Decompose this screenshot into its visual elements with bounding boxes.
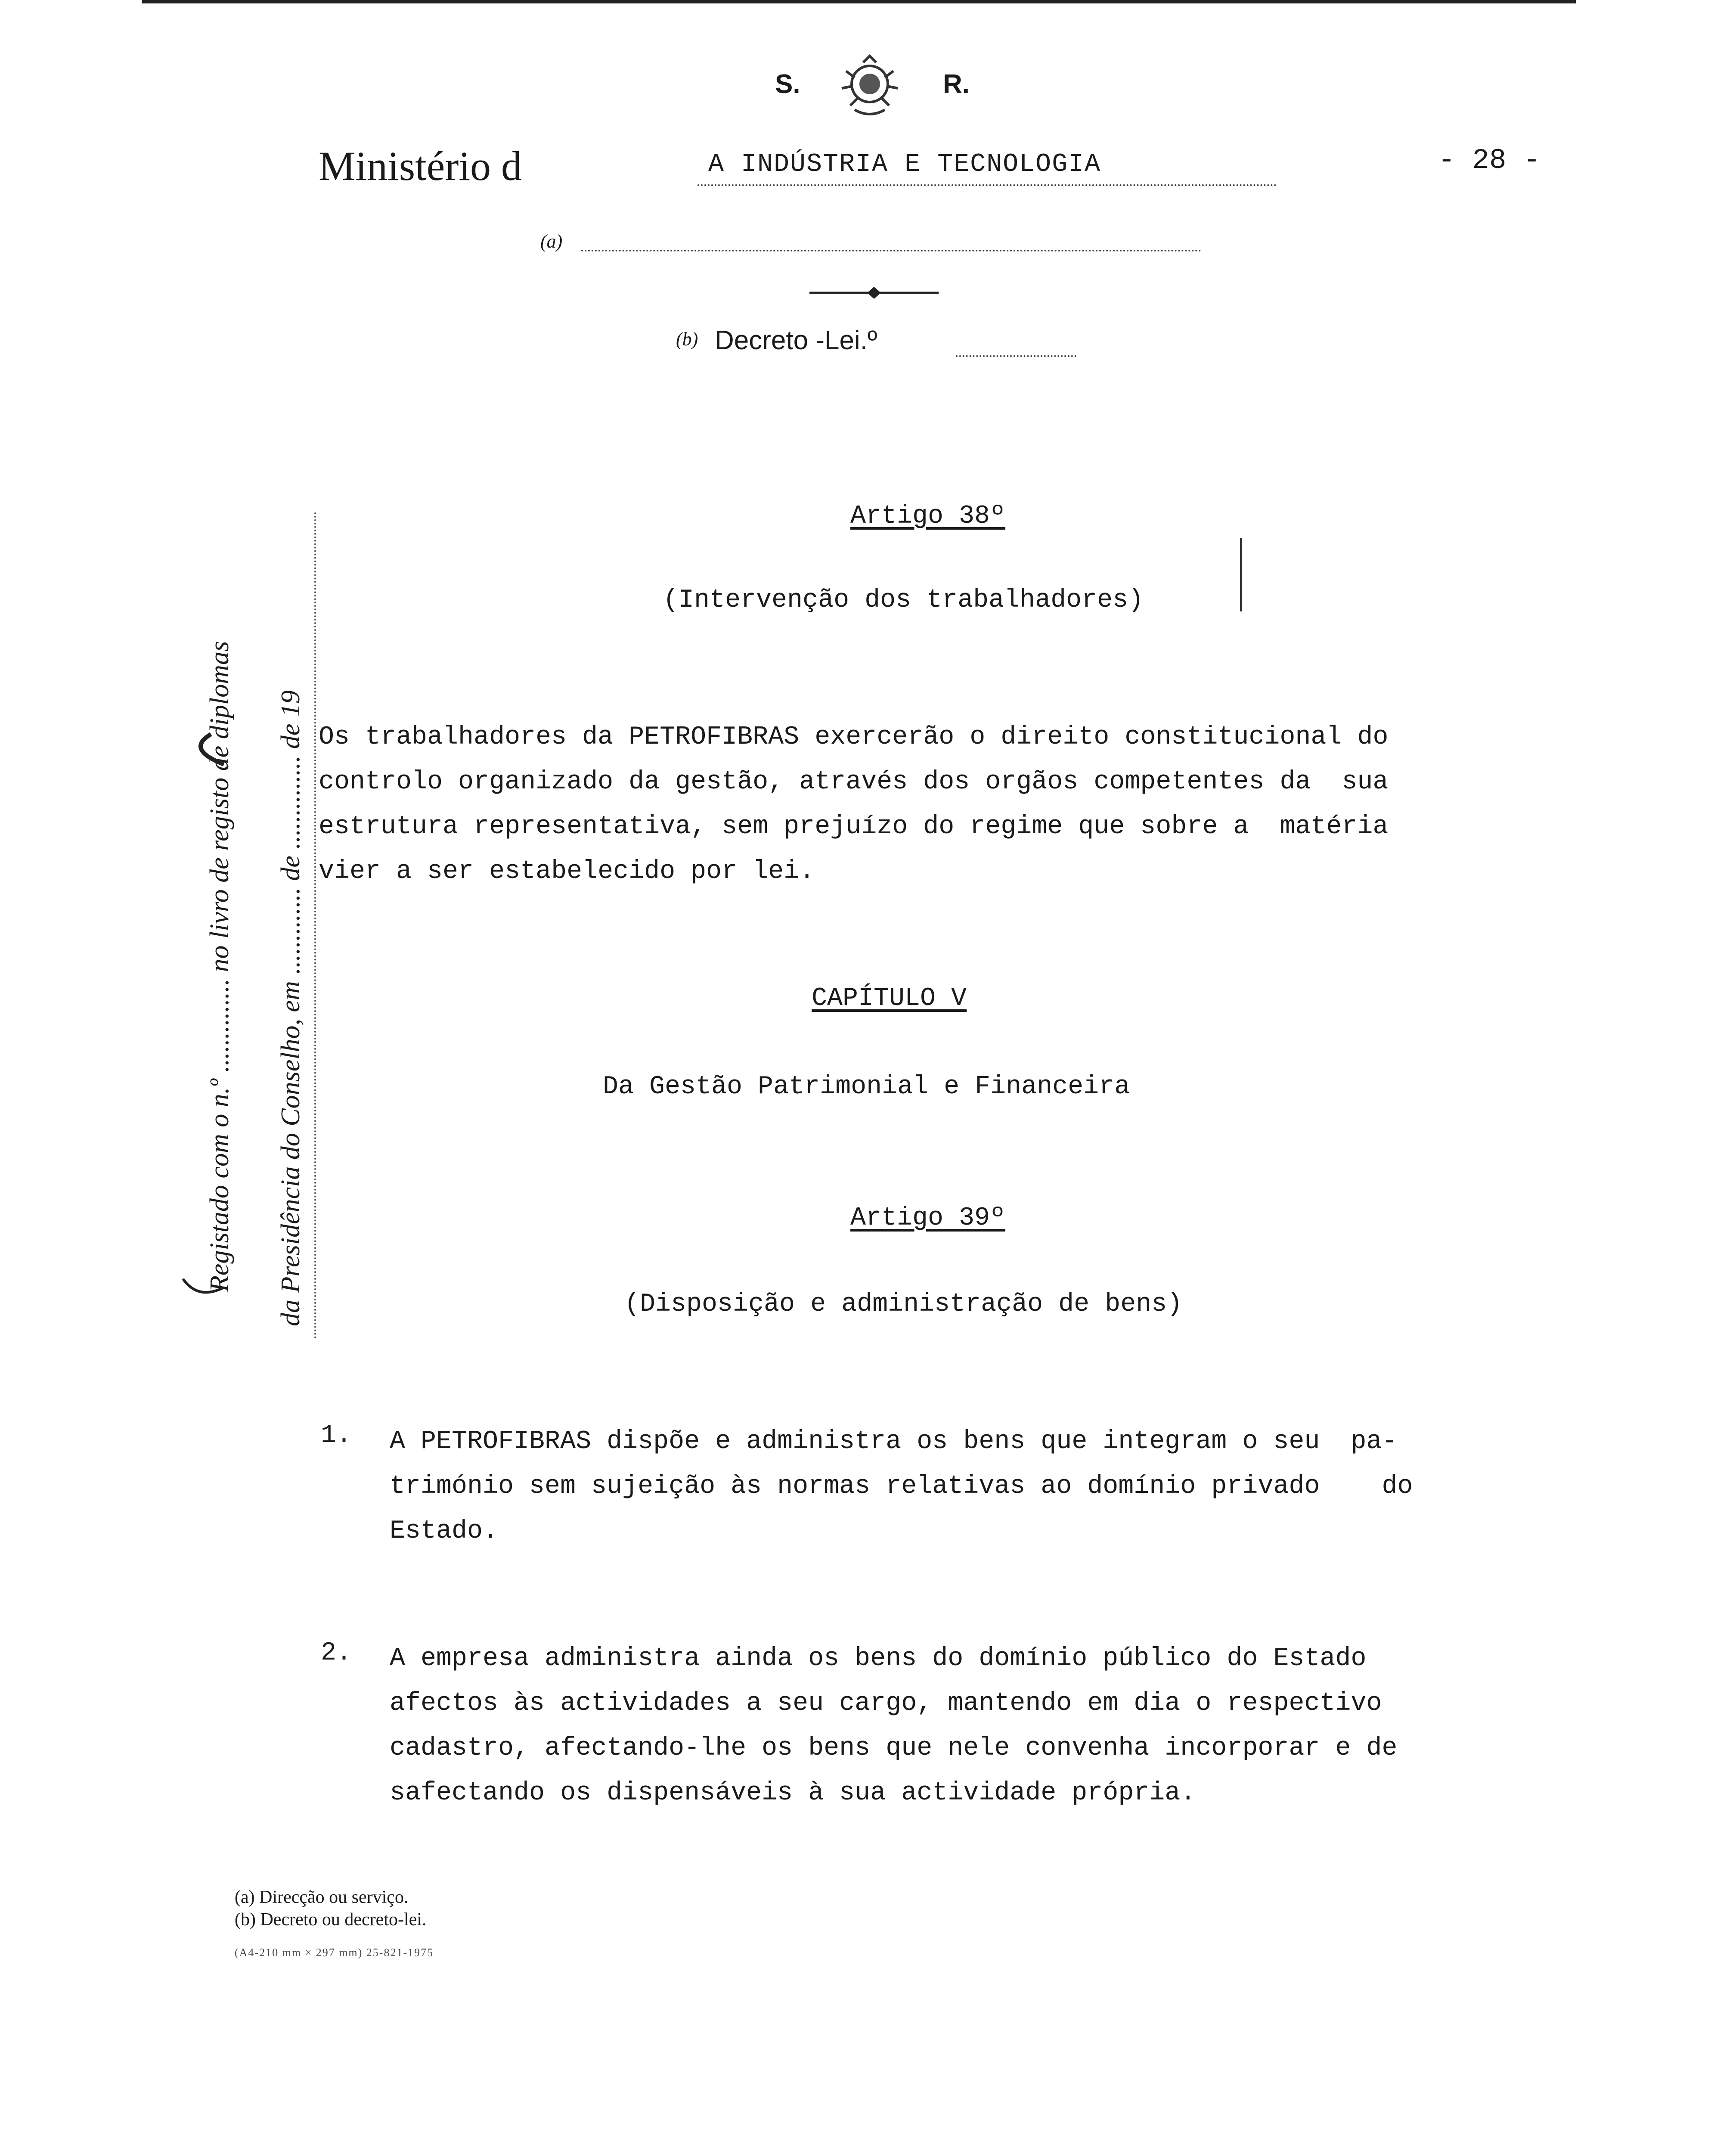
service-dotted-line (581, 250, 1201, 251)
article-38-subtitle: (Intervenção dos trabalhadores) (663, 586, 1144, 615)
page-number: - 28 - (1438, 144, 1541, 177)
registration-note: Registado com o n.º .............. no livro de registo de diplomas (205, 641, 234, 1292)
article-38-body: Os trabalhadores da PETROFIBRAS exercerão o direito constitucional do controlo organizado da gestão, através dos orgãos competentes da sua estrutura representativa, sem prejuízo do regime que sobre a matéria vier a ser estabelecido por lei. (319, 723, 1389, 886)
item-text: A PETROFIBRAS dispõe e administra os bens que integram o seu pa- trimónio sem sujeição às normas relativas ao domínio privado do Estado. (390, 1427, 1413, 1546)
item-number: 1. (321, 1421, 352, 1450)
item-number: 2. (321, 1638, 352, 1668)
article-39-title: Artigo 39º (850, 1204, 1006, 1233)
chapter-title: CAPÍTULO V (812, 984, 967, 1013)
footnote-b: (b) Decreto ou decreto-lei. (235, 1910, 427, 1930)
council-note: da Presidência do Conselho, em ............. de .............. de 19 (276, 690, 305, 1326)
footnotes (235, 1886, 426, 1931)
coat-of-arms-icon (829, 54, 911, 118)
margin-dotted-line (314, 512, 316, 1339)
margin-bar-mark (1240, 538, 1242, 611)
bracket-mark-bottom (181, 1275, 228, 1309)
decree-dotted-line (956, 355, 1076, 357)
article-39-subtitle: (Disposição e administração de bens) (624, 1290, 1183, 1319)
ministry-heading: Ministério d (319, 143, 522, 189)
bracket-mark-top (181, 732, 228, 766)
article-38-title: Artigo 38º (850, 502, 1006, 531)
ministry-dotted-line (698, 184, 1277, 186)
footnote-marker-a: (a) (540, 231, 563, 252)
footnote-a: (a) Direcção ou serviço. (235, 1887, 409, 1907)
print-code: (A4-210 mm × 297 mm) 25-821-1975 (235, 1946, 434, 1959)
ministry-name: A INDÚSTRIA E TECNOLOGIA (708, 150, 1101, 179)
sr-right-initial: R. (943, 69, 970, 99)
sr-left-initial: S. (775, 69, 800, 99)
footnote-marker-b: (b) (676, 329, 698, 350)
item-text: A empresa administra ainda os bens do domínio público do Estado afectos às actividades a seu cargo, mantendo em dia o respectivo cadastro, afectando-lhe os bens que nele convenha incorporar e de safectando os dispensáveis à sua actividade própria. (390, 1644, 1398, 1808)
chapter-subtitle: Da Gestão Patrimonial e Financeira (603, 1072, 1130, 1101)
divider-ornament (809, 284, 939, 301)
top-rule (142, 0, 1576, 3)
decree-label: Decreto -Lei.º (715, 326, 877, 355)
